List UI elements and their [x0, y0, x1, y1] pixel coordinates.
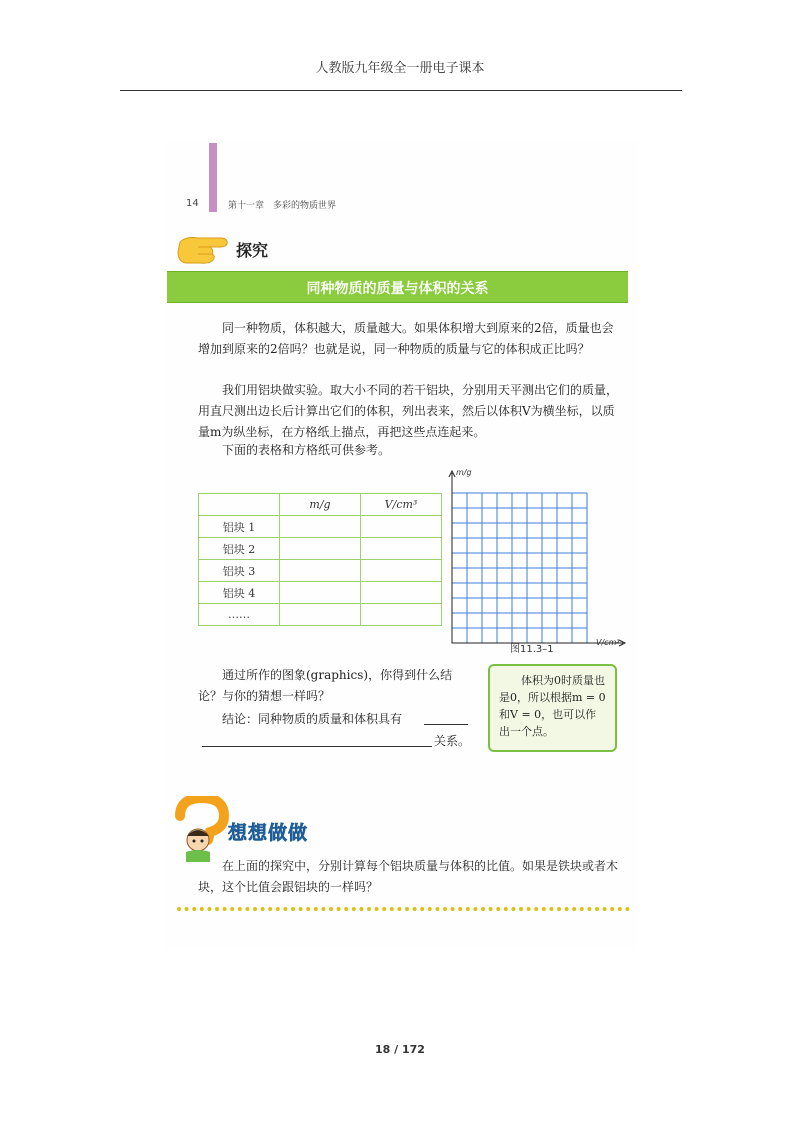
- fill-in-blank: [202, 746, 432, 747]
- table-cell: [361, 560, 442, 582]
- conclusion-text: 结论：同种物质的质量和体积具有: [222, 712, 403, 726]
- separator-dot: [200, 907, 204, 911]
- separator-dot: [192, 907, 196, 911]
- table-header-row: [199, 494, 442, 516]
- pdf-page-counter: 18 / 172: [375, 1043, 425, 1056]
- separator-dot: [177, 907, 181, 911]
- table-row: [199, 604, 442, 626]
- paragraph-2: 我们用铝块做实验。取大小不同的若干铝块，分别用天平测出它们的质量，用直尺测出边长后计算出它们的体积，列出表来，然后以体积V为横坐标，以质量m为纵坐标，在方格纸上描点，再把这些点连起来。: [198, 383, 619, 439]
- separator-dot: [413, 907, 417, 911]
- think-paragraph: 在上面的探究中，分别计算每个铝块质量与体积的比值。如果是铁块或者木块，这个比值会跟铝块的一样吗？: [198, 859, 619, 894]
- separator-dot: [359, 907, 363, 911]
- section-banner-title: 同种物质的质量与体积的关系: [306, 281, 489, 297]
- separator-dot: [542, 907, 546, 911]
- table-row: [199, 560, 442, 582]
- chapter-title: 第十一章 多彩的物质世界: [228, 201, 337, 211]
- separator-dot: [496, 907, 500, 911]
- table-row-label: 铝块 4: [199, 582, 280, 604]
- separator-dot: [397, 907, 401, 911]
- side-note-text: 体积为0时质量也是0，所以根据m = 0和V = 0，也可以作出一个点。: [499, 674, 606, 738]
- separator-dot: [451, 907, 455, 911]
- separator-dot: [557, 907, 561, 911]
- separator-dot: [534, 907, 538, 911]
- think-section-title: 想想做做: [228, 822, 309, 844]
- separator-dot: [215, 907, 219, 911]
- table-row-label: 铝块 1: [199, 516, 280, 538]
- separator-dot: [321, 907, 325, 911]
- separator-dot: [223, 907, 227, 911]
- figure-caption: 图11.3–1: [510, 644, 554, 655]
- pointing-hand-icon: [176, 232, 232, 266]
- separator-dot: [610, 907, 614, 911]
- section-banner: [167, 271, 628, 303]
- fill-in-blank: [424, 724, 468, 725]
- separator-dot: [587, 907, 591, 911]
- separator-dot: [527, 907, 531, 911]
- table-header-cell: m/g: [280, 494, 361, 516]
- separator-dot: [618, 907, 622, 911]
- separator-dot: [245, 907, 249, 911]
- separator-dot: [382, 907, 386, 911]
- table-cell: [280, 604, 361, 626]
- separator-dot: [329, 907, 333, 911]
- separator-dot: [443, 907, 447, 911]
- section-label: 探究: [236, 241, 269, 260]
- separator-dot: [504, 907, 508, 911]
- separator-dot: [238, 907, 242, 911]
- separator-dot: [276, 907, 280, 911]
- table-cell: [361, 538, 442, 560]
- table-cell: [280, 560, 361, 582]
- separator-dot: [367, 907, 371, 911]
- separator-dot: [625, 907, 629, 911]
- table-cell: [361, 604, 442, 626]
- table-cell: [361, 516, 442, 538]
- table-cell: [361, 582, 442, 604]
- header-divider: [120, 90, 682, 91]
- separator-dot: [435, 907, 439, 911]
- table-row-label: 铝块 3: [199, 560, 280, 582]
- separator-dot: [207, 907, 211, 911]
- separator-dot: [299, 907, 303, 911]
- table-row: [199, 538, 442, 560]
- separator-dot: [405, 907, 409, 911]
- chart-axes: [452, 473, 623, 643]
- separator-dot: [291, 907, 295, 911]
- paragraph-4: 通过所作的图象(graphics)，你得到什么结论？与你的猜想一样吗？: [198, 668, 453, 703]
- separator-dot: [549, 907, 553, 911]
- paragraph-3: 下面的表格和方格纸可供参考。: [222, 443, 391, 457]
- separator-dot: [390, 907, 394, 911]
- separator-dot: [283, 907, 287, 911]
- document-header-title: 人教版九年级全一册电子课本: [315, 61, 485, 76]
- separator-dot: [420, 907, 424, 911]
- separator-dot: [337, 907, 341, 911]
- separator-dot: [306, 907, 310, 911]
- table-header-cell: [199, 494, 280, 516]
- paragraph-1: 同一种物质，体积越大，质量越大。如果体积增大到原来的2倍，质量也会增加到原来的2倍吗？也就是说，同一种物质的质量与它的体积成正比吗？: [198, 321, 614, 356]
- separator-dot: [261, 907, 265, 911]
- separator-dot: [572, 907, 576, 911]
- separator-dot: [268, 907, 272, 911]
- table-header-cell: V/cm³: [361, 494, 442, 516]
- conclusion-end-text: 关系。: [434, 734, 471, 748]
- separator-dot: [466, 907, 470, 911]
- separator-dot: [580, 907, 584, 911]
- separator-dot: [344, 907, 348, 911]
- graph-paper-grid: [447, 468, 627, 658]
- table-row-label: 铝块 2: [199, 538, 280, 560]
- side-note-box: [488, 664, 617, 752]
- separator-dot: [565, 907, 569, 911]
- table-cell: [280, 516, 361, 538]
- table-row: [199, 516, 442, 538]
- separator-dot: [375, 907, 379, 911]
- separator-dot: [603, 907, 607, 911]
- page-number: 14: [186, 198, 199, 209]
- question-mark-boy-icon: [172, 796, 236, 864]
- separator-dot: [352, 907, 356, 911]
- table-cell: [280, 538, 361, 560]
- separator-dot: [473, 907, 477, 911]
- dotted-separator: [176, 906, 632, 912]
- chapter-marker-bar: [209, 143, 217, 212]
- separator-dot: [489, 907, 493, 911]
- separator-dot: [253, 907, 257, 911]
- table-row: [199, 582, 442, 604]
- separator-dot: [519, 907, 523, 911]
- separator-dot: [230, 907, 234, 911]
- chart-y-axis-label: m/g: [456, 468, 472, 477]
- separator-dot: [314, 907, 318, 911]
- data-table: [198, 493, 442, 626]
- separator-dot: [595, 907, 599, 911]
- separator-dot: [458, 907, 462, 911]
- separator-dot: [185, 907, 189, 911]
- separator-dot: [511, 907, 515, 911]
- separator-dot: [428, 907, 432, 911]
- table-cell: [280, 582, 361, 604]
- table-row-label: ……: [199, 604, 280, 626]
- chart-x-axis-label: V/cm³: [596, 638, 620, 647]
- separator-dot: [481, 907, 485, 911]
